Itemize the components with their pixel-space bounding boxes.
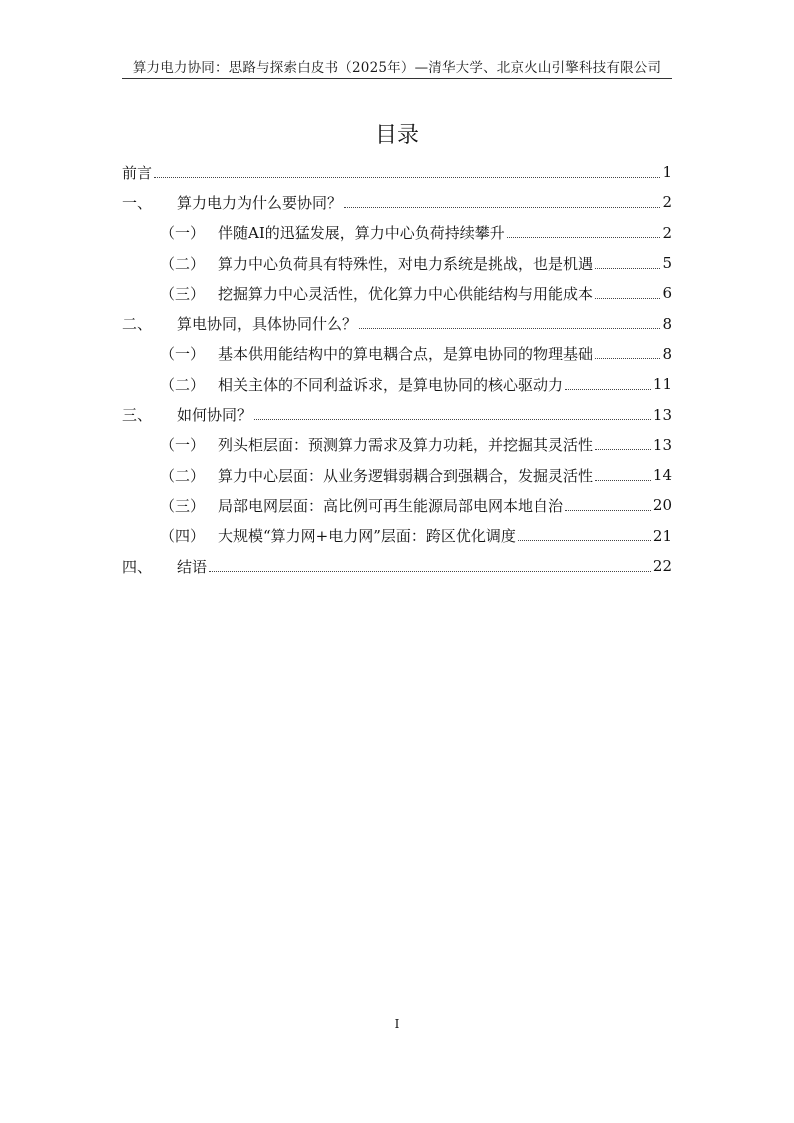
toc-entry-number: 二、 [122, 315, 153, 334]
dot-leader [254, 419, 651, 420]
dot-leader [518, 540, 651, 541]
toc-entry-text: 局部电网层面：高比例可再生能源局部电网本地自治 [218, 496, 564, 515]
dot-leader [565, 389, 651, 390]
dot-leader [359, 328, 660, 329]
toc-entry-number: （三） [160, 284, 206, 303]
toc-page-number: 1 [662, 163, 672, 182]
toc-entry-number: （一） [160, 345, 206, 364]
toc-entry-section-3-4[interactable] [122, 521, 672, 551]
toc-entry-number: （一） [160, 224, 206, 243]
toc-entry-number: （三） [160, 496, 206, 515]
toc-entry-section-1-2[interactable] [122, 248, 672, 278]
toc-entry-number: 四、 [122, 557, 153, 576]
dot-leader [595, 298, 660, 299]
toc-entry-number: （四） [160, 527, 206, 546]
toc-entry-text: 大规模“算力网+电力网”层面：跨区优化调度 [218, 527, 516, 546]
header-rule [122, 78, 672, 79]
toc-entry-number: （二） [160, 375, 206, 394]
toc-entry-number: 三、 [122, 406, 153, 425]
toc-entry-section-1-3[interactable] [122, 278, 672, 308]
toc-page-number: 21 [652, 526, 672, 545]
toc-page-number: 13 [652, 405, 672, 424]
toc-page-number: 6 [662, 284, 672, 303]
toc-page-number: 20 [652, 496, 672, 515]
toc-entry-text: 相关主体的不同利益诉求，是算电协同的核心驱动力 [218, 375, 564, 394]
toc-page-number: 13 [652, 435, 672, 454]
dot-leader [154, 177, 660, 178]
toc-entry-number: （二） [160, 466, 206, 485]
toc-entry-section-3-1[interactable] [122, 430, 672, 460]
toc-page-number: 8 [662, 344, 672, 363]
dot-leader [507, 237, 661, 238]
toc-entry-number: （二） [160, 254, 206, 273]
toc-entry-text: 前言 [122, 163, 153, 182]
toc-entry-section-2[interactable] [122, 308, 672, 338]
toc-entry-section-2-2[interactable] [122, 369, 672, 399]
dot-leader [344, 207, 660, 208]
toc-entry-section-3-2[interactable] [122, 460, 672, 490]
toc-entry-text: 基本供用能结构中的算电耦合点，是算电协同的物理基础 [218, 345, 594, 364]
dot-leader [595, 358, 660, 359]
toc-entry-section-3[interactable] [122, 399, 672, 429]
toc-entry-number: 一、 [122, 193, 153, 212]
dot-leader [209, 571, 651, 572]
toc-page-number: 14 [652, 466, 672, 485]
toc-entry-text: 算力中心负荷具有特殊性，对电力系统是挑战，也是机遇 [218, 254, 594, 273]
toc-entry-section-2-1[interactable] [122, 339, 672, 369]
dot-leader [595, 480, 651, 481]
toc-page-number: 8 [662, 314, 672, 333]
toc-entry-section-3-3[interactable] [122, 490, 672, 520]
dot-leader [565, 510, 651, 511]
toc-entry-text: 算力电力为什么要协同？ [177, 193, 343, 212]
table-of-contents [122, 157, 672, 581]
toc-entry-text: 列头柜层面：预测算力需求及算力功耗，并挖掘其灵活性 [218, 436, 594, 455]
toc-entry-section-1[interactable] [122, 187, 672, 217]
toc-entry-section-4[interactable] [122, 551, 672, 581]
toc-entry-text: 如何协同？ [177, 406, 253, 425]
toc-page-number: 5 [662, 254, 672, 273]
toc-page-number: 22 [652, 557, 672, 575]
toc-entry-text: 结语 [177, 557, 208, 576]
toc-entry-preface[interactable] [122, 157, 672, 187]
toc-page-number: 2 [662, 223, 672, 242]
toc-entry-section-1-1[interactable] [122, 218, 672, 248]
toc-entry-text: 算电协同，具体协同什么？ [177, 315, 358, 334]
toc-page-number: 11 [652, 375, 672, 394]
toc-entry-number: （一） [160, 436, 206, 455]
dot-leader [595, 268, 660, 269]
running-header: 算力电力协同：思路与探索白皮书（2025年）—清华大学、北京火山引擎科技有限公司 [132, 60, 662, 76]
dot-leader [595, 449, 651, 450]
toc-entry-text: 伴随AI的迅猛发展，算力中心负荷持续攀升 [218, 224, 505, 243]
toc-entry-text: 算力中心层面：从业务逻辑弱耦合到强耦合，发掘灵活性 [218, 466, 594, 485]
page-number-footer: I [394, 1017, 400, 1031]
toc-title: 目录 [374, 123, 419, 148]
toc-page-number: 2 [662, 193, 672, 212]
toc-entry-text: 挖掘算力中心灵活性，优化算力中心供能结构与用能成本 [218, 284, 594, 303]
